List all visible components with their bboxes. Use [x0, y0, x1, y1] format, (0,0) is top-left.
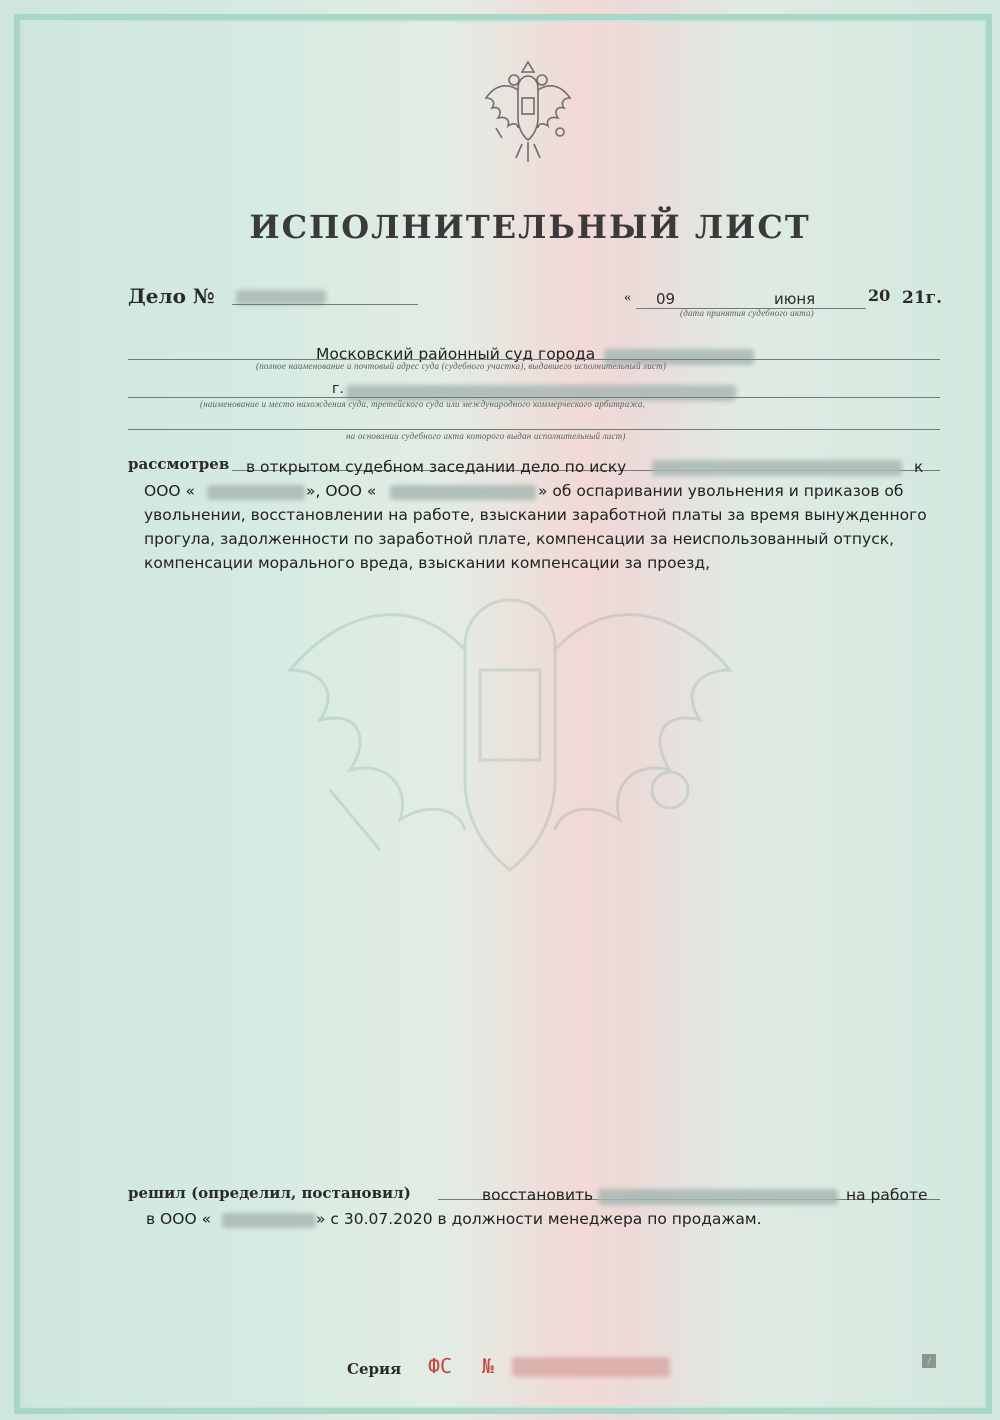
court-location-prefix: г. [332, 381, 344, 397]
coat-of-arms-icon [478, 58, 578, 168]
considered-line-4: прогула, задолженности по заработной плате, компенсации за неиспользованный отпуск, [144, 530, 895, 548]
considered-line-3: увольнении, восстановлении на работе, взыскании заработной платы за время вынужденного [144, 506, 927, 524]
considered-ooo-1: ООО « [144, 482, 196, 500]
considered-ooo-2: », ООО « [306, 482, 377, 500]
location-hint: (наименование и место нахождения суда, третейского суда или международного коммерческого арбитража, [200, 399, 646, 409]
considered-k: к [914, 458, 924, 476]
date-open-quote: « [624, 290, 631, 305]
decision-text-1: восстановить [482, 1186, 594, 1204]
document-title: ИСПОЛНИТЕЛЬНЫЙ ЛИСТ [249, 208, 811, 246]
considered-line-2-rest: » об оспаривании увольнения и приказов об [538, 482, 904, 500]
series-code: ФС [428, 1354, 453, 1378]
decision-line2-b: » с 30.07.2020 в должности менеджера по продажам. [316, 1210, 762, 1228]
redacted-company-2 [390, 485, 536, 500]
redacted-case-number [236, 290, 326, 305]
considered-label: рассмотрев [128, 455, 230, 473]
considered-line-1: в открытом судебном заседании дело по иску [246, 458, 627, 476]
case-number-line [232, 304, 418, 305]
date-year-suffix: 21г. [902, 288, 942, 308]
case-number-label: Дело № [128, 284, 215, 308]
series-number-label: № [482, 1354, 495, 1378]
date-year-prefix: 20 [868, 286, 891, 305]
redacted-company-3 [222, 1213, 316, 1228]
date-hint: (дата принятия судебного акта) [680, 308, 814, 318]
basis-line [128, 429, 940, 430]
decision-label: решил (определил, постановил) [128, 1184, 411, 1202]
redacted-plaintiff [652, 460, 902, 476]
considered-line-5: компенсации морального вреда, взыскании компенсации за проезд, [144, 554, 711, 572]
decision-text-2: на работе [846, 1186, 928, 1204]
basis-hint: на основании судебного акта которого выдан исполнительный лист) [346, 431, 626, 441]
location-line [128, 397, 940, 398]
corner-mark: / [922, 1354, 936, 1368]
decision-line2-a: в ООО « [146, 1210, 212, 1228]
redacted-company-1 [207, 485, 305, 500]
court-hint: (полное наименование и почтовый адрес суда (судебного участка), выдавшего исполнительный лист) [256, 361, 667, 371]
watermark-emblem-icon [270, 560, 750, 900]
court-name: Московский районный суд города [316, 345, 596, 363]
redacted-employee-name [598, 1189, 838, 1205]
series-label: Серия [347, 1360, 402, 1378]
court-line [128, 359, 940, 360]
redacted-series-number [512, 1357, 670, 1377]
date-month: июня [774, 290, 816, 308]
date-day: 09 [656, 290, 676, 308]
